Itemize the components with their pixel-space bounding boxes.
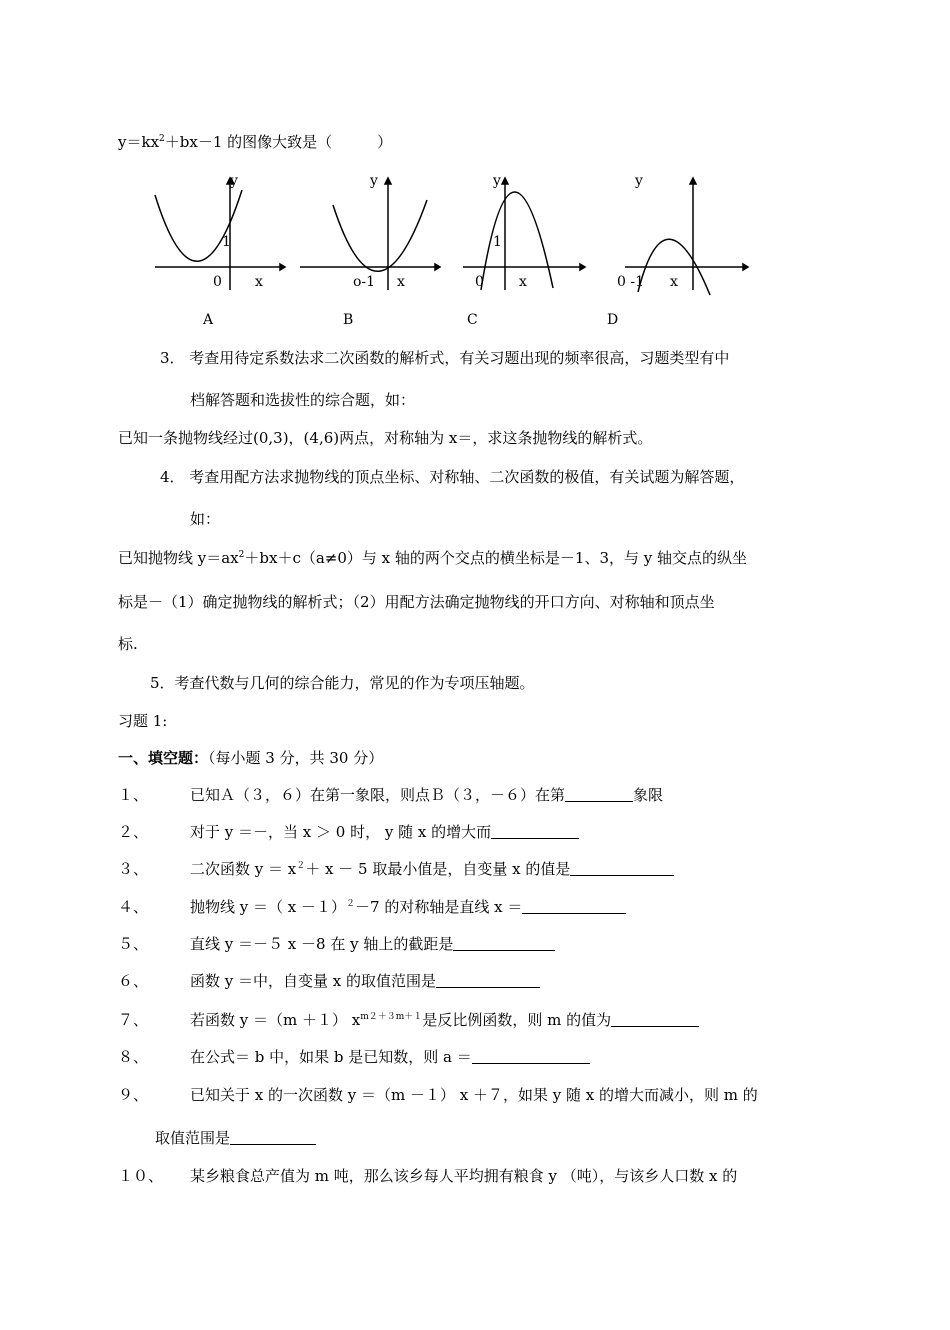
question-3-sup: ２ xyxy=(296,861,306,871)
graph-b-y-label: y xyxy=(370,173,378,189)
question-8-body xyxy=(190,1047,590,1067)
graph-c-x-arrow xyxy=(580,264,585,270)
item4-ex-sup: 2 xyxy=(238,550,245,560)
question-3-blank[interactable] xyxy=(570,861,674,876)
question-5-blank[interactable] xyxy=(453,936,555,951)
question-4-body xyxy=(190,897,626,917)
question-9-line2-text: 取值范围是 xyxy=(155,1129,231,1147)
item3-line1: 3． 考查用待定系数法求二次函数的解析式，有关习题出现的频率很高，习题类型有中 xyxy=(160,349,730,367)
question-1 xyxy=(118,785,838,805)
question-7-sup: m２＋３m＋１ xyxy=(360,1012,423,1022)
item4-ex-post: ＋bx＋c（a≠0）与 x 轴的两个交点的横坐标是－1、3，与 y 轴交点的纵坐 xyxy=(244,549,748,567)
question-1-after: 象限 xyxy=(633,786,664,804)
intro-post: ＋bx－1 的图像大致是（ ） xyxy=(164,133,393,151)
item4-example-line3: 标. xyxy=(118,635,138,653)
graph-d-y-arrow xyxy=(690,178,696,184)
question-7-text: 若函数 y ＝（m ＋１） x xyxy=(190,1011,361,1029)
graph-c-curve xyxy=(481,192,553,290)
graph-a-letter: A xyxy=(203,312,214,328)
graph-a-x-arrow xyxy=(280,264,285,270)
graph-b-y-arrow xyxy=(385,178,391,184)
question-7-blank[interactable] xyxy=(611,1012,699,1027)
question-3-number: ３、 xyxy=(118,860,149,878)
question-1-number: １、 xyxy=(118,786,149,804)
graph-d-x-arrow xyxy=(743,264,748,270)
question-7-body xyxy=(190,1010,699,1030)
graph-c-y-arrow xyxy=(502,178,508,184)
question-2 xyxy=(118,822,838,842)
graph-options xyxy=(145,170,765,335)
item3-example: 已知一条抛物线经过(0,3)，(4,6)两点，对称轴为 x＝，求这条抛物线的解析式。 xyxy=(118,429,653,447)
question-3-text2: ＋ x － 5 取最小值是，自变量 x 的值是 xyxy=(305,860,571,878)
question-5-body xyxy=(190,934,555,954)
graph-c-x-label: x xyxy=(519,274,527,290)
question-2-text: 对于 y ＝－，当 x ＞ 0 时， y 随 x 的增大而 xyxy=(190,823,492,841)
question-10-text: 某乡粮食总产值为 m 吨，那么该乡每人平均拥有粮食 y （吨），与该乡人口数 x 的 xyxy=(190,1167,738,1185)
item3-line2: 档解答题和选拔性的综合题，如： xyxy=(190,391,416,409)
intro-sup: 2 xyxy=(159,134,165,144)
graph-d-x-label: x xyxy=(670,274,678,290)
question-5 xyxy=(118,934,838,954)
question-9-number: ９、 xyxy=(118,1086,149,1104)
question-1-body xyxy=(190,785,663,805)
question-2-number: ２、 xyxy=(118,823,149,841)
graph-a-one-label: 1 xyxy=(222,234,231,250)
item4-line2: 如： xyxy=(190,510,221,528)
question-6-body xyxy=(190,971,540,991)
graph-c-one-label: 1 xyxy=(493,234,502,250)
question-5-text: 直线 y ＝－５ x －8 在 y 轴上的截距是 xyxy=(190,935,454,953)
question-4-text: 抛物线 y ＝（ x －１） xyxy=(190,898,347,916)
question-8-blank[interactable] xyxy=(472,1049,590,1064)
question-7-number: ７、 xyxy=(118,1011,149,1029)
question-1-blank[interactable] xyxy=(565,787,633,802)
section-note: （每小题 3 分，共 30 分） xyxy=(208,749,384,767)
graph-a-y-label: y xyxy=(230,173,238,189)
exercise-title: 习题 1: xyxy=(118,712,168,730)
question-8 xyxy=(118,1047,838,1067)
graph-c-y-label: y xyxy=(493,173,501,189)
graph-d-y-label: y xyxy=(635,173,643,189)
item4-line1: 4． 考查用配方法求抛物线的顶点坐标、对称轴、二次函数的极值，有关试题为解答题， xyxy=(160,468,745,486)
section-title: 一、填空题： xyxy=(118,749,209,767)
question-7-text2: 是反比例函数，则 m 的值为 xyxy=(422,1011,612,1029)
section-heading xyxy=(118,748,383,768)
graph-c-letter: C xyxy=(467,312,478,328)
question-8-text: 在公式＝ b 中，如果 b 是已知数，则 a ＝ xyxy=(190,1048,472,1066)
question-6-blank[interactable] xyxy=(436,973,540,988)
graph-d-letter: D xyxy=(607,312,619,328)
question-6 xyxy=(118,971,838,991)
question-6-number: ６、 xyxy=(118,972,149,990)
question-3-body xyxy=(190,859,674,879)
question-9 xyxy=(118,1085,838,1105)
question-10 xyxy=(118,1166,838,1186)
question-5-number: ５、 xyxy=(118,935,149,953)
question-9-text: 已知关于 x 的一次函数 y ＝（m －１） x ＋７，如果 y 随 x 的增大而减小，则 m 的 xyxy=(190,1086,758,1104)
question-6-text: 函数 y ＝中，自变量 x 的取值范围是 xyxy=(190,972,437,990)
question-4 xyxy=(118,897,838,917)
question-4-blank[interactable] xyxy=(522,899,626,914)
item4-example-line1 xyxy=(118,548,747,568)
question-7 xyxy=(118,1010,838,1030)
item4-example-line2: 标是－（1）确定抛物线的解析式；（2）用配方法确定抛物线的开口方向、对称轴和顶点坐 xyxy=(118,593,715,611)
graph-b-x-arrow xyxy=(435,264,440,270)
question-4-sup: ２ xyxy=(346,899,356,909)
question-4-text2: －7 的对称轴是直线 x ＝ xyxy=(355,898,523,916)
question-9-line2 xyxy=(155,1128,316,1148)
question-2-blank[interactable] xyxy=(491,824,579,839)
question-3-text: 二次函数 y ＝ x xyxy=(190,860,297,878)
graphs-svg xyxy=(145,170,765,335)
question-8-number: ８、 xyxy=(118,1048,149,1066)
graph-c-origin-label: 0 xyxy=(475,274,484,290)
question-4-number: ４、 xyxy=(118,898,149,916)
graph-b-x-label: x xyxy=(397,274,405,290)
graph-b-curve xyxy=(333,200,427,271)
graph-a-curve xyxy=(155,190,242,261)
question-1-text: 已知Ａ（３，６）在第一象限，则点Ｂ（３，－６）在第 xyxy=(190,786,566,804)
graph-b-origin-label: o-1 xyxy=(353,274,376,290)
intro-pre: y＝kx xyxy=(118,133,160,151)
question-2-body xyxy=(190,822,579,842)
graph-d-origin-label: 0 -1 xyxy=(617,274,644,290)
graph-b-letter: B xyxy=(343,312,354,328)
graph-a-origin-label: 0 xyxy=(213,274,222,290)
intro-line xyxy=(118,132,392,152)
question-10-number: １０、 xyxy=(118,1167,164,1185)
item4-ex-pre: 已知抛物线 y＝ax xyxy=(118,549,239,567)
question-9-blank[interactable] xyxy=(230,1130,316,1145)
question-3 xyxy=(118,859,838,879)
graph-a-x-label: x xyxy=(255,274,263,290)
item5: 5．考查代数与几何的综合能力，常见的作为专项压轴题。 xyxy=(150,674,535,692)
